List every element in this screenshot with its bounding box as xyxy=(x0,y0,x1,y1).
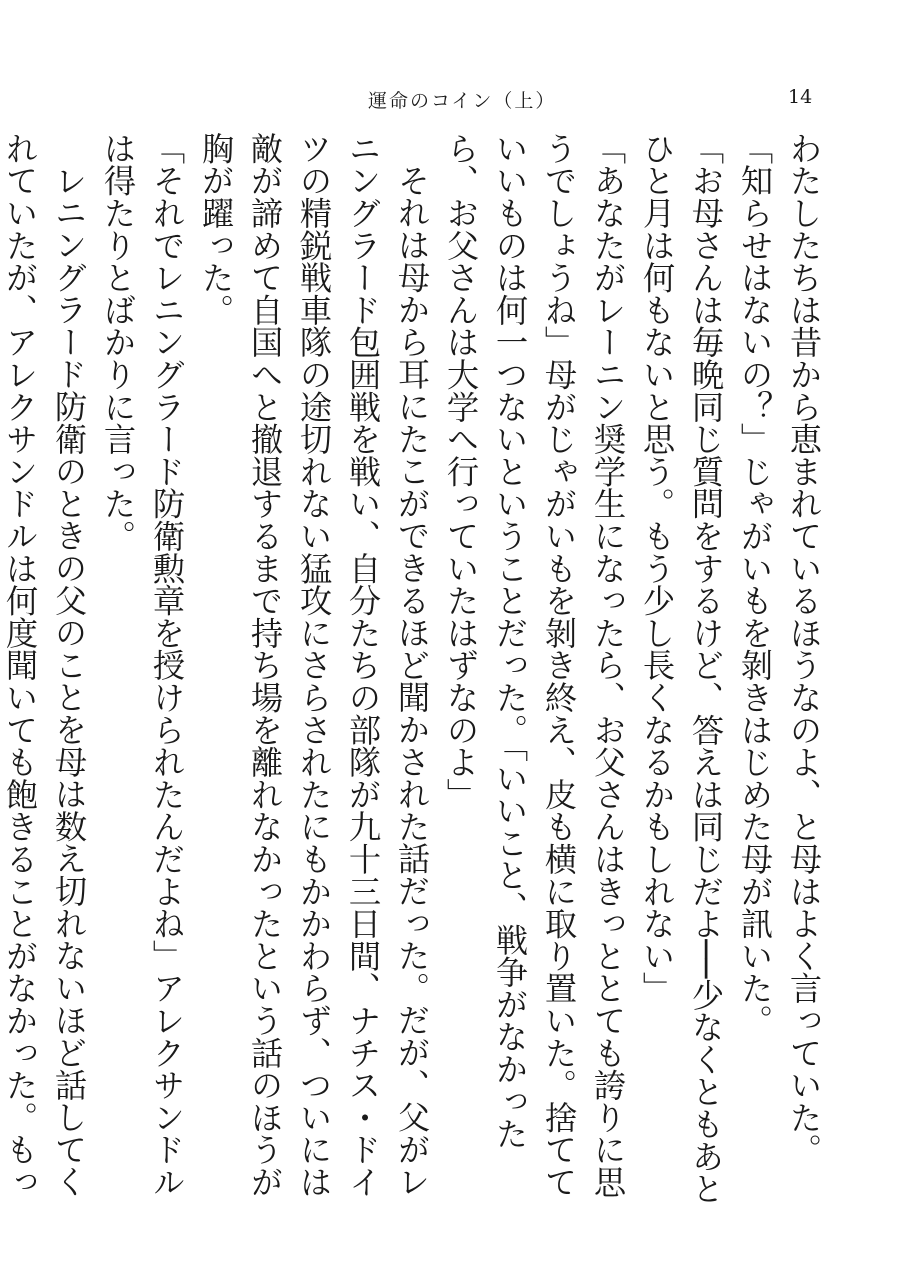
paragraph: 「知らせはないの？」じゃがいもを剝きはじめた母が訊いた。 xyxy=(736,132,774,1037)
paragraph: 「お母さんは毎晩同じ質問をするけど、答えは同じだよ──少なくともあとひと月は何もないと思う。もう少し長くなるかもしれない」 xyxy=(638,132,725,1205)
paragraph: 「あなたがレーニン奨学生になったら、お父さんはきっととても誇りに思うでしょうね」母がじゃがいもを剝き終え、皮も横に取り置いた。捨てていいものは何一つないということだった。「いいこと、戦争がなかったら、お父さんは大学へ行っていたはずなのよ」 xyxy=(442,132,627,1198)
paragraph: わたしたちは昔から恵まれているほうなのよ、と母はよく言っていた。 xyxy=(785,132,823,1166)
body-text xyxy=(1,132,828,1212)
paragraph: レニングラード防衛のときの父のことを母は数え切れないほど話してくれていたが、アレクサンドルは何度聞いても飽きることがなかった。もっ xyxy=(1,132,88,1198)
book-title: 運命のコイン（上） xyxy=(368,90,557,112)
page-number: 14 xyxy=(788,86,813,108)
running-head xyxy=(0,86,900,116)
paragraph: それは母から耳にたこができるほど聞かされた話だった。だが、父がレニングラード包囲戦を戦い、自分たちの部隊が九十三日間、ナチス・ドイツの精鋭戦車隊の途切れない猛攻にさらされたにもかかわらず、ついには敵が諦めて自国へと撤退するまで持ち場を離れなかったという話のほうが胸が躍った。 xyxy=(197,132,431,1198)
paragraph: 「それでレニングラード防衛勲章を授けられたんだよね」アレクサンドルは得たりとばかりに言った。 xyxy=(99,132,186,1198)
